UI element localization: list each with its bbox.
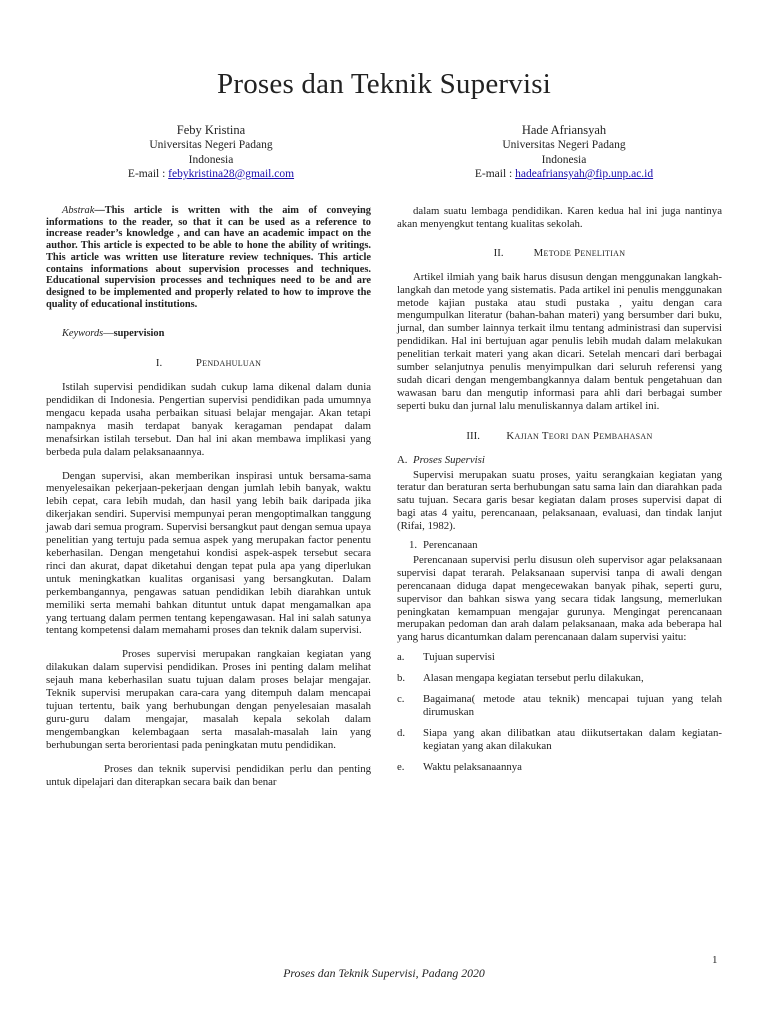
- paragraph: Proses supervisi merupakan rangkaian kegiatan yang dilakukan dalam supervisi pendidikan. Proses ini penting dalam melihat sejauh mana keberhasilan suatu tujuan dalam proses belajar mengajar. Teknik supervisi merupakan cara-cara yang ditempuh dalam mencapai tujuan tertentu, baik yang berhubungan dengan penyelesaian masalah guru-guru dalam mengajar, masalah kepala sekolah dalam mengembangkan kelembagaan serta masalah-masalah lain yang berhubungan serta berorientasi pada peningkatan mutu pendidikan.: [46, 648, 371, 751]
- planning-list: [397, 651, 722, 773]
- author-country: Indonesia: [541, 153, 587, 166]
- list-text: Bagaimana( metode atau teknik) mencapai tujuan yang telah dirumuskan: [423, 693, 722, 718]
- page-footer: Proses dan Teknik Supervisi, Padang 2020: [283, 966, 485, 980]
- email-link[interactable]: hadeafriansyah@fip.unp.ac.id: [515, 167, 654, 180]
- item-title: Perencanaan: [423, 539, 478, 552]
- paragraph: dalam suatu lembaga pendidikan. Karen kedua hal ini juga nantinya akan menyengkut tentang kualitas sekolah.: [397, 205, 722, 230]
- author-name: Feby Kristina: [176, 123, 246, 137]
- keywords: [46, 328, 371, 341]
- item-number: 1.: [409, 539, 418, 552]
- author-affiliation: Universitas Negeri Padang: [502, 139, 626, 152]
- list-text: Siapa yang akan dilibatkan atau diikutsertakan dalam kegiatan-kegiatan yang akan dilakukan: [423, 726, 722, 752]
- email-prefix: E-mail :: [474, 167, 516, 180]
- section-number: II.: [493, 246, 504, 259]
- paper-title: Proses dan Teknik Supervisi: [217, 68, 551, 100]
- abstract: [46, 205, 371, 310]
- section-heading-3: [397, 430, 722, 443]
- section-title: Pendahuluan: [195, 357, 262, 370]
- list-text: Alasan mengapa kegiatan tersebut perlu dilakukan,: [423, 672, 644, 685]
- section-heading-2: [397, 247, 722, 260]
- numbered-heading-1: [397, 539, 722, 552]
- author-email-line: [71, 167, 351, 181]
- list-item: [397, 727, 722, 753]
- section-title: Kajian Teori dan Pembahasan: [506, 429, 653, 442]
- author-country: Indonesia: [188, 153, 234, 166]
- list-text: Tujuan supervisi: [423, 651, 495, 664]
- email-prefix: E-mail :: [127, 167, 169, 180]
- author-block-1: [71, 123, 351, 181]
- subsection-number: A.: [397, 453, 408, 466]
- author-email-line: [424, 167, 704, 181]
- email-link[interactable]: febykristina28@gmail.com: [168, 167, 295, 180]
- list-item: [397, 761, 722, 774]
- list-marker: b.: [397, 672, 406, 685]
- paragraph: Perencanaan supervisi perlu disusun oleh supervisor agar pelaksanaan supervisi dapat terarah. Pelaksanaan supervisi tanpa di awali dengan perencanaan diduga dapat mengecewakan banyak pihak, seperti guru, supervisor dan bahkan siswa yang secara tidak langsung, memerlukan peningkatan kemampuan mengajar gurunya. Mengingat perencanaan merupakan pedoman dan arah dalam pelaksanaan, maka ada beberapa hal yang harus dicantumkan dalam perencanaan dalam supervisi yaitu:: [397, 553, 722, 644]
- abstract-dash: —: [94, 205, 105, 216]
- abstract-label: Abstrak: [62, 205, 95, 216]
- paragraph: Istilah supervisi pendidikan sudah cukup lama dikenal dalam dunia pendidikan di Indonesia. Pengertian supervisi pendidikan pada umumnya mengacu kepada usaha perbaikan situasi belajar mengajar. Akan tetapi nampaknya masih terdapat banyak keragaman pendapat dalam menafsirkan istilah tersebut. Dan hal ini akan membawa implikasi yang berbeda pula dalam pelaksanaannya.: [46, 381, 371, 458]
- author-affiliation: Universitas Negeri Padang: [149, 139, 273, 152]
- section-number: III.: [466, 429, 480, 442]
- paragraph: Dengan supervisi, akan memberikan inspirasi untuk bersama-sama menyelesaikan pekerjaan-pekerjaan dengan jumlah lebih banyak, waktu lebih cepat, cara lebih mudah, dan hasil yang lebih baik daripada jika dikerjakan sendiri. Supervisi mempunyai peran mengoptimalkan tanggung jawab dari semua program. Supervisi bersangkut paut dengan semua upaya penelitian yang tertuju pada semua aspek yang merupakan factor penentu keberhasilan. Dengan mengetahui kondisi aspek-aspek tersebut secara rinci dan akurat, dapat diketahui dengan tepat pula apa yang diperlukan untuk meningkatkan kualitas organisasi yang bersangkutan. Dalam perkembangannya, pengawas satuan pendidikan lebih diarahkan untuk memiliki serta memahi bahkan dituntut untuk dapat mengamalkan apa yang tertuang dalam permen tentang kepengawasan. Hal ini salah satunya tentang kompetensi dalam memahami proses dan teknik dalam supervisi.: [46, 469, 372, 637]
- section-title: Metode Penelitian: [533, 246, 626, 259]
- subsection-heading-a: [397, 454, 722, 467]
- section-number: I.: [155, 357, 163, 370]
- list-item: [397, 651, 722, 664]
- author-block-2: [424, 123, 704, 181]
- list-text: Waktu pelaksanaannya: [423, 760, 522, 773]
- paragraph: Supervisi merupakan suatu proses, yaitu serangkaian kegiatan yang teratur dan beraturan serta berhubungan satu sama lain dan diarahkan pada satu tujuan. Secara garis besar kegiatan dalam proses supervisi dapat di bagi atas 4 yaitu, perencanaan, pelaksanaan, evaluasi, dan tindak lanjut (Rifai, 1982).: [397, 468, 722, 533]
- keywords-dash: —: [103, 328, 114, 340]
- list-marker: c.: [397, 693, 405, 706]
- keywords-text: supervision: [113, 328, 165, 340]
- list-item: [397, 693, 722, 719]
- paragraph: Artikel ilmiah yang baik harus disusun dengan menggunakan langkah-langkah dan metode yang sistematis. Pada artikel ini penulis menggunakan metode kajian pustaka atau studi pustaka , yaitu dengan cara mengumpulkan literatur (bahan-bahan materi) yang bersumber dari buku, jurnal, dan sumber lainnya terkait ilmu tentang administrasi dan supervisi pendidikan. Hal ini bertujuan agar penulis lebih mudah dalam melakukan penelitian terkait materi yang akan dicari. Setelah mencari dari berbagai sumber selanjutnya penulis menyimpulkan dari seluruh referensi yang sudah dicari dengan mengembangkannya dalam bentuk pengetahuan dan wawasan baru dan mengutip informasi para ahli dari berbagai sumber seperti buku dan jurnal lalu menuliskannya dalam artikel ini.: [397, 270, 722, 412]
- list-item: [397, 672, 722, 685]
- subsection-title: Proses Supervisi: [413, 453, 485, 466]
- abstract-text: This article is written with the aim of conveying informations to the reader, so that it can be used as a reference to increase reader’s knowledge , and can have an academic impact on the author. This article is expected to be able to hone the ability of writings. This article was written use literature review techniques. This article contains informations about supervision processes and techniques. Educational supervision processes and techniques need to be and are designed to be implemented and properly related to how to improve the quality of educational institutions.: [46, 205, 371, 310]
- list-marker: a.: [397, 651, 405, 664]
- page-number: 1: [712, 954, 718, 966]
- list-marker: d.: [397, 726, 406, 739]
- keywords-label: Keywords: [62, 328, 104, 340]
- list-marker: e.: [397, 760, 405, 773]
- left-column: [46, 205, 371, 788]
- section-heading-1: [46, 357, 371, 370]
- right-column: [397, 205, 722, 782]
- author-name: Hade Afriansyah: [521, 123, 607, 137]
- paragraph: Proses dan teknik supervisi pendidikan perlu dan penting untuk dipelajari dan diterapkan secara baik dan benar: [46, 762, 371, 788]
